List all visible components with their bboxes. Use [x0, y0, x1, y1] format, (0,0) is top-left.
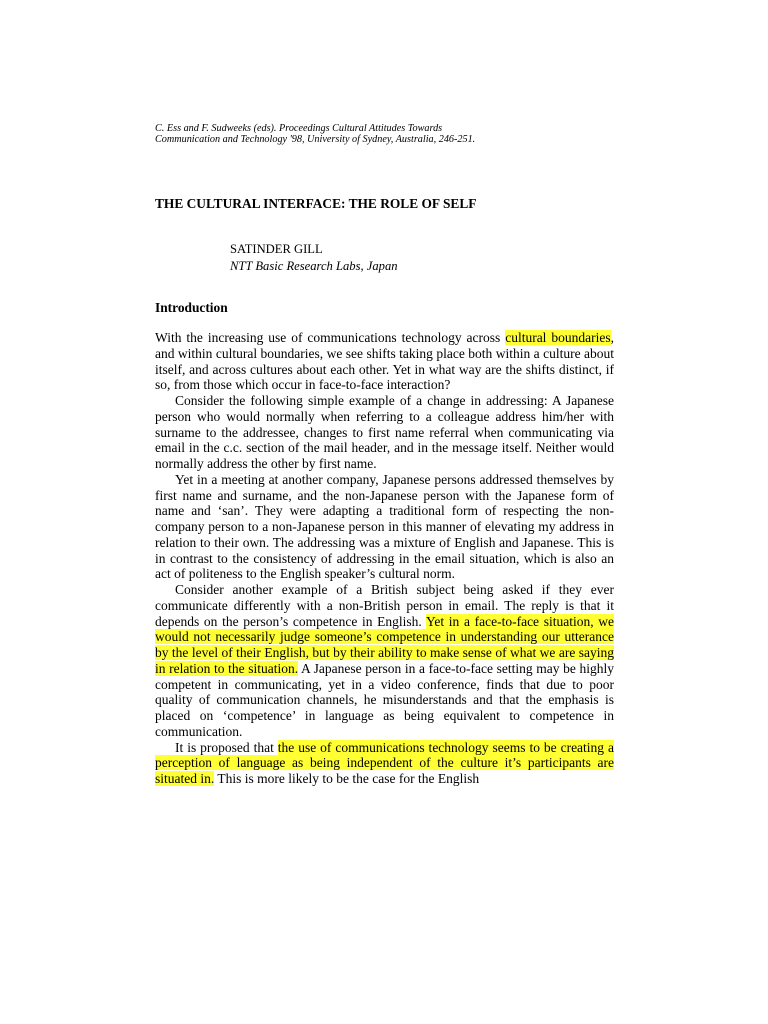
paragraph-1: [155, 330, 614, 393]
paragraph-1-text-b: , and within cultural boundaries, we see shifts taking place both within a culture about itself, and across cultures about each other. Yet in what way are the shifts distinct, if so, from those which occur in face-to-face interaction?: [155, 330, 614, 393]
section-heading-introduction: Introduction: [155, 300, 228, 315]
citation-line-1: C. Ess and F. Sudweeks (eds). Proceedings Cultural Attitudes Towards: [155, 123, 443, 134]
citation-line-2: Communication and Technology '98, University of Sydney, Australia, 246-251.: [155, 134, 476, 145]
paper-title: THE CULTURAL INTERFACE: THE ROLE OF SELF: [155, 196, 477, 211]
body-text: [155, 330, 614, 787]
paragraph-5: [155, 740, 614, 787]
highlight-cultural-boundaries: cultural boundaries: [505, 330, 611, 345]
paragraph-4-text-a: Consider another example of a British subject being asked if they ever communicate differently with a non-British person in email. The reply is that it depends on the person’s competence in English.: [155, 582, 614, 629]
paragraph-4: [155, 582, 614, 740]
paragraph-4-text-b: A Japanese person in a face-to-face setting may be highly competent in communicating, yet in a video conference, finds that due to poor quality of communication channels, he misunderstands and that the emphasis is placed on ‘competence’ in language as being equivalent to competence in communication.: [155, 660, 614, 739]
paragraph-1-text-a: With the increasing use of communications technology across: [155, 330, 506, 345]
highlight-face-to-face: Yet in a face-to-face situation, we would not necessarily judge someone’s competence in understanding our utterance by the level of their English, but by their ability to make sense of what we are saying in relation to the situation.: [155, 613, 614, 676]
citation-header: [155, 123, 475, 145]
paragraph-5-text-b: This is more likely to be the case for the English: [214, 771, 480, 786]
author-name: SATINDER GILL: [230, 242, 323, 256]
author-block: [230, 241, 398, 275]
highlight-communications-technology: the use of communications technology seems to be creating a perception of language as being independent of the culture it’s participants are situated in.: [155, 739, 614, 786]
paragraph-5-text-a: It is proposed that: [175, 739, 278, 755]
author-affiliation: NTT Basic Research Labs, Japan: [230, 259, 398, 273]
paragraph-2: Consider the following simple example of a change in addressing: A Japanese person who would normally when referring to a colleague address him/her with surname to the addressee, changes to first name referral when communicating via email in the c.c. section of the mail header, and in the message itself. Neither would normally address the other by first name.: [155, 393, 614, 471]
paragraph-3: Yet in a meeting at another company, Japanese persons addressed themselves by first name and surname, and the non-Japanese person with the Japanese form of name and ‘san’. They were adapting a traditional form of respecting the non-company person to a non-Japanese person in this manner of elevating my address in relation to their own. The addressing was a mixture of English and Japanese. This is in contrast to the consistency of addressing in the email situation, which is also an act of politeness to the English speaker’s cultural norm.: [155, 471, 614, 582]
